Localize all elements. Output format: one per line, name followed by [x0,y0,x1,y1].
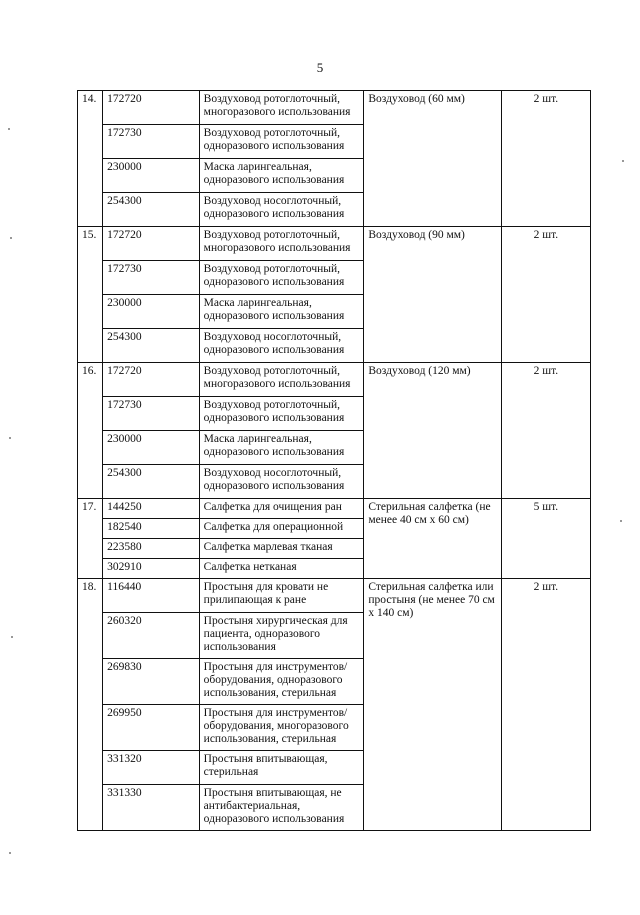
scan-speck [9,437,11,439]
quantity: 2 шт. [501,363,590,499]
table-row [78,227,591,261]
item-name: Воздуховод ротоглоточный, многоразового использования [199,91,364,125]
quantity: 2 шт. [501,91,590,227]
group-name: Стерильная салфетка (не менее 40 см х 60 см) [364,499,501,579]
item-name: Простыня для кровати не прилипающая к ране [199,579,364,613]
item-name: Воздуховод носоглоточный, одноразового использования [199,329,364,363]
table-row [78,363,591,397]
item-code: 331330 [103,785,200,831]
item-name: Простыня хирургическая для пациента, одноразового использования [199,613,364,659]
item-code: 230000 [103,295,200,329]
group-name: Воздуховод (120 мм) [364,363,501,499]
scan-speck [10,237,12,239]
item-code: 269830 [103,659,200,705]
item-code: 254300 [103,193,200,227]
scan-speck [11,636,13,638]
item-name: Простыня для инструментов/ оборудования, одноразового использования, стерильная [199,659,364,705]
row-number: 15. [78,227,103,363]
table-row [78,579,591,613]
row-number: 16. [78,363,103,499]
item-name: Маска ларингеальная, одноразового использования [199,431,364,465]
item-code: 254300 [103,329,200,363]
item-code: 302910 [103,559,200,579]
row-number: 18. [78,579,103,831]
table-row [78,499,591,519]
item-name: Салфетка для очищения ран [199,499,364,519]
item-code: 144250 [103,499,200,519]
item-name: Воздуховод ротоглоточный, одноразового использования [199,397,364,431]
item-code: 230000 [103,431,200,465]
page-number: 5 [316,60,324,75]
item-name: Салфетка марлевая тканая [199,539,364,559]
scan-speck [622,160,624,162]
item-code: 260320 [103,613,200,659]
item-code: 116440 [103,579,200,613]
item-name: Воздуховод носоглоточный, одноразового использования [199,193,364,227]
item-name: Воздуховод ротоглоточный, одноразового использования [199,125,364,159]
row-number: 17. [78,499,103,579]
item-code: 254300 [103,465,200,499]
item-code: 172720 [103,91,200,125]
item-name: Воздуховод ротоглоточный, одноразового использования [199,261,364,295]
item-code: 172720 [103,227,200,261]
item-name: Салфетка для операционной [199,519,364,539]
item-name: Воздуховод ротоглоточный, многоразового использования [199,363,364,397]
item-name: Маска ларингеальная, одноразового использования [199,159,364,193]
item-name: Простыня впитывающая, стерильная [199,751,364,785]
item-name: Воздуховод носоглоточный, одноразового использования [199,465,364,499]
item-code: 230000 [103,159,200,193]
item-code: 223580 [103,539,200,559]
group-name: Стерильная салфетка или простыня (не менее 70 см х 140 см) [364,579,501,831]
scan-speck [9,852,11,854]
group-name: Воздуховод (60 мм) [364,91,501,227]
group-name: Воздуховод (90 мм) [364,227,501,363]
quantity: 2 шт. [501,227,590,363]
item-name: Простыня для инструментов/ оборудования, многоразового использования, стерильная [199,705,364,751]
item-name: Маска ларингеальная, одноразового использования [199,295,364,329]
scan-speck [620,520,622,522]
item-code: 172730 [103,397,200,431]
item-code: 331320 [103,751,200,785]
item-code: 182540 [103,519,200,539]
quantity: 5 шт. [501,499,590,579]
item-code: 172720 [103,363,200,397]
scan-speck [8,128,10,130]
row-number: 14. [78,91,103,227]
item-name: Воздуховод ротоглоточный, многоразового использования [199,227,364,261]
item-name: Салфетка нетканая [199,559,364,579]
equipment-table [77,90,591,831]
table-row [78,91,591,125]
item-code: 172730 [103,125,200,159]
item-name: Простыня впитывающая, не антибактериальная, одноразового использования [199,785,364,831]
quantity: 2 шт. [501,579,590,831]
item-code: 269950 [103,705,200,751]
item-code: 172730 [103,261,200,295]
